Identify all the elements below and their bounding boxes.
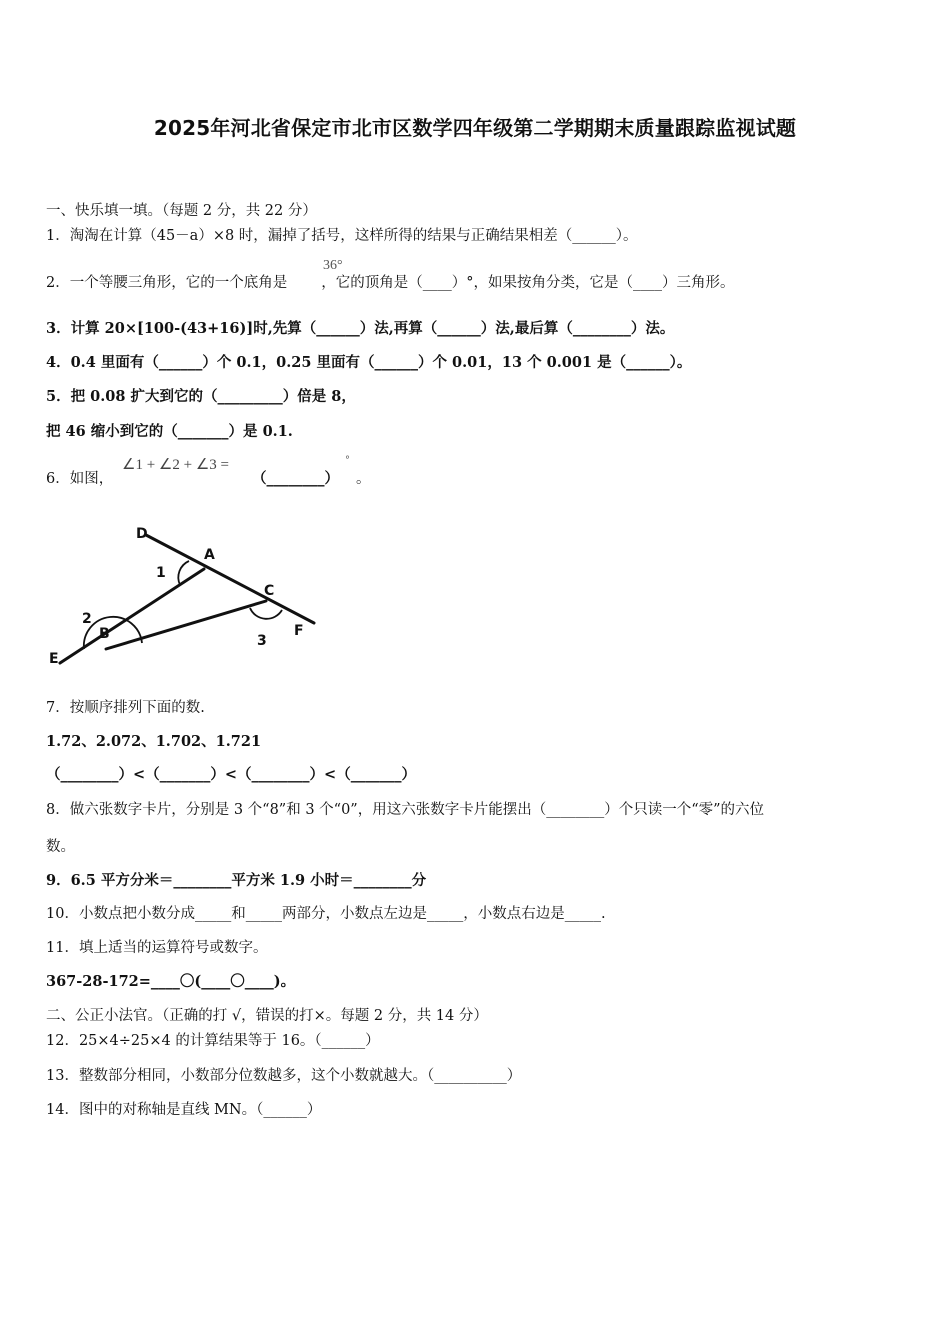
question-6-prefix: 6．如图， — [46, 471, 114, 487]
question-7: 7．按顺序排列下面的数. — [46, 700, 205, 716]
question-11-expression: 367-28-172=____〇(____〇____)。 — [46, 973, 296, 990]
question-7-numbers: 1.72、2.072、1.702、1.721 — [46, 733, 262, 750]
question-2-part-b: ，它的顶角是（____）°，如果按角分类，它是（____）三角形。 — [321, 275, 735, 291]
question-13: 13．整数部分相同，小数部分位数越多，这个小数就越大。（__________） — [46, 1068, 522, 1084]
question-5-line-1: 5．把 0.08 扩大到它的（_________）倍是 8， — [46, 388, 356, 405]
question-6-blank: （________） — [252, 470, 339, 487]
question-7-order: （________）<（_______）<（________）<（_______） — [46, 766, 416, 783]
question-8-line-1: 8．做六张数字卡片，分别是 3 个“8”和 3 个“0”，用这六张数字卡片能摆出（________）个只读一个“零”的六位 — [46, 802, 765, 818]
label-angle-2: 2 — [82, 611, 92, 627]
angle-2-arc — [84, 617, 142, 649]
label-angle-1: 1 — [156, 565, 166, 581]
line-bc — [106, 601, 266, 649]
label-e: E — [49, 651, 59, 667]
question-8-line-2: 数。 — [46, 839, 75, 855]
label-b: B — [99, 626, 110, 642]
question-6-end: 。 — [356, 471, 371, 487]
base-angle-value: 36° — [323, 258, 343, 273]
label-d: D — [136, 526, 148, 542]
question-5-line-2: 把 46 缩小到它的（_______）是 0.1. — [46, 423, 293, 440]
question-4: 4．0.4 里面有（______）个 0.1，0.25 里面有（______）个 0.01，13 个 0.001 是（______）。 — [46, 354, 692, 371]
question-11: 11．填上适当的运算符号或数字。 — [46, 940, 268, 956]
page-title: 2025年河北省保定市北市区数学四年级第二学期期末质量跟踪监视试题 — [153, 116, 797, 140]
line-da-cf — [146, 535, 314, 623]
angles-figure — [44, 515, 329, 675]
question-1: 1．淘淘在计算（45－a）×8 时，漏掉了括号，这样所得的结果与正确结果相差（______）。 — [46, 228, 638, 244]
label-a: A — [204, 547, 215, 563]
label-f: F — [294, 623, 304, 639]
question-12: 12．25×4÷25×4 的计算结果等于 16。（______） — [46, 1033, 380, 1049]
degree-sign: ° — [345, 455, 350, 466]
angle-sum-expression: ∠1 + ∠2 + ∠3 = — [122, 457, 229, 473]
angle-3-arc — [250, 608, 282, 619]
question-3: 3．计算 20×[100-(43+16)]时,先算（______）法,再算（______）法,最后算（________）法。 — [46, 320, 675, 337]
question-10: 10．小数点把小数分成_____和_____两部分，小数点左边是_____，小数点右边是_____. — [46, 906, 606, 922]
question-14: 14．图中的对称轴是直线 MN。（______） — [46, 1102, 322, 1118]
label-angle-3: 3 — [257, 633, 267, 649]
label-c: C — [264, 583, 275, 599]
section-2-heading: 二、公正小法官。（正确的打 √，错误的打×。每题 2 分，共 14 分） — [46, 1008, 488, 1024]
question-9: 9．6.5 平方分米＝________平方米 1.9 小时＝________分 — [46, 872, 427, 889]
question-2-part-a: 2．一个等腰三角形，它的一个底角是 — [46, 275, 288, 291]
section-1-heading: 一、快乐填一填。（每题 2 分，共 22 分） — [46, 203, 317, 219]
question-2 — [46, 273, 734, 293]
